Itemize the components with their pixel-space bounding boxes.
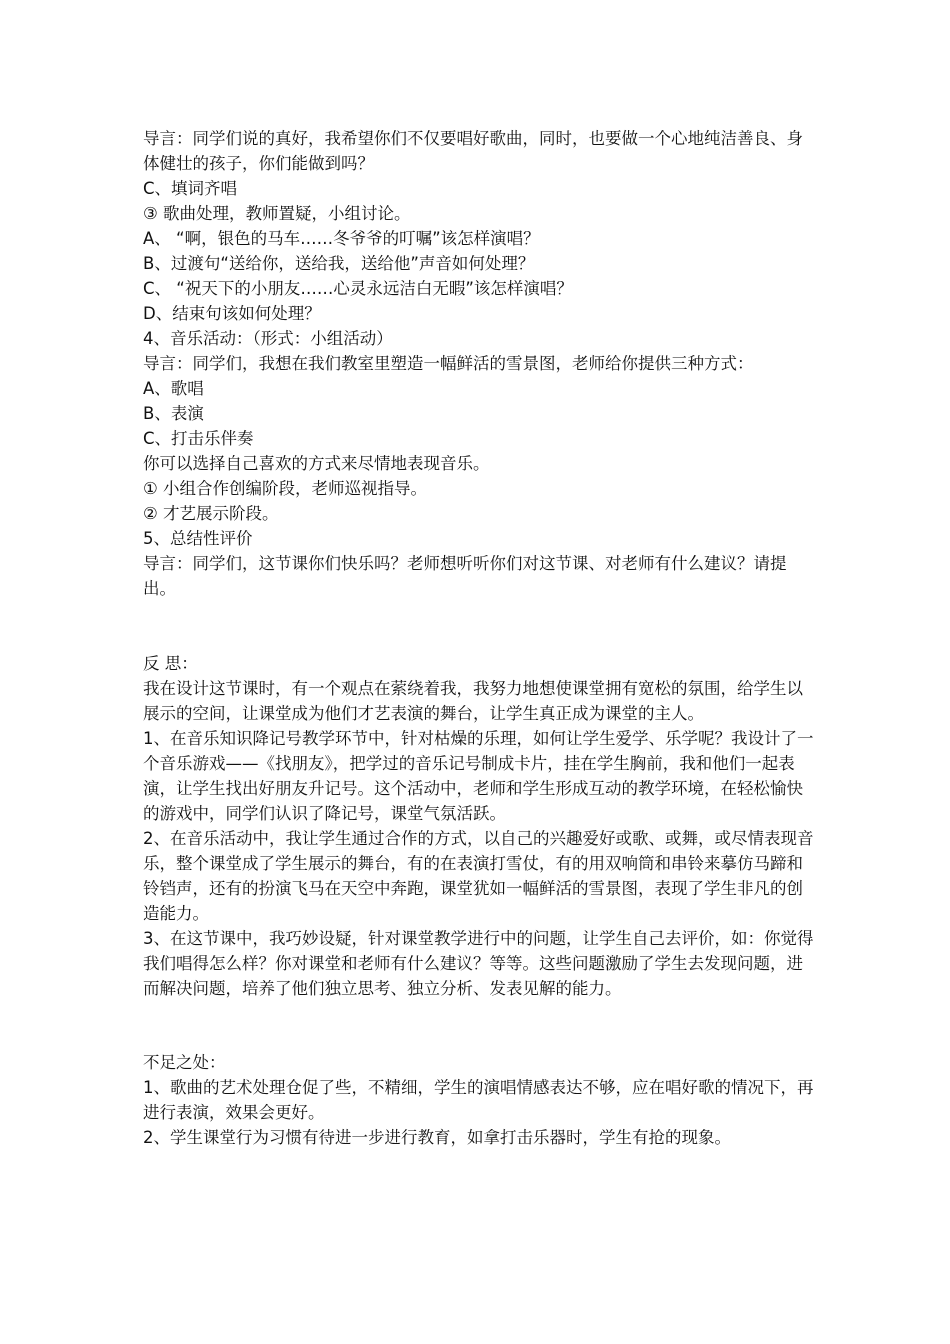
list-item: ② 才艺展示阶段。	[143, 504, 279, 523]
reflection-paragraph: 2、在音乐活动中，我让学生通过合作的方式，以自己的兴趣爱好或歌、或舞，或尽情表现音乐，整个课堂成了学生展示的舞台，有的在表演打雪仗，有的用双响筒和串铃来摹仿马蹄和铃铛声，还有的扮演飞马在天空中奔跑，课堂犹如一幅鲜活的雪景图，表现了学生非凡的创造能力。	[143, 829, 814, 923]
list-item: A、 “啊，银色的马车……冬爷爷的叮嘱”该怎样演唱？	[143, 229, 540, 248]
section-heading: 5、总结性评价	[143, 529, 253, 548]
list-item: C、填词齐唱	[143, 179, 238, 198]
list-item: B、表演	[143, 404, 204, 423]
list-item: ① 小组合作创编阶段，老师巡视指导。	[143, 479, 428, 498]
list-item: A、歌唱	[143, 379, 204, 398]
intro-paragraph: 导言：同学们，这节课你们快乐吗？老师想听听你们对这节课、对老师有什么建议？请提出。	[143, 554, 787, 598]
list-item: ③ 歌曲处理，教师置疑，小组讨论。	[143, 204, 411, 223]
section-heading: 4、音乐活动：（形式：小组活动）	[143, 329, 393, 348]
intro-paragraph: 导言：同学们说的真好，我希望你们不仅要唱好歌曲，同时，也要做一个心地纯洁善良、身体健壮的孩子，你们能做到吗？	[143, 129, 803, 173]
shortcomings-paragraph: 1、歌曲的艺术处理仓促了些，不精细，学生的演唱情感表达不够，应在唱好歌的情况下，再进行表演，效果会更好。	[143, 1078, 814, 1122]
list-item: C、 “祝天下的小朋友……心灵永远洁白无暇”该怎样演唱？	[143, 279, 573, 298]
list-item: D、结束句该如何处理？	[143, 304, 321, 323]
reflection-heading: 反 思：	[143, 654, 198, 673]
shortcomings-heading: 不足之处：	[143, 1053, 226, 1072]
reflection-paragraph: 1、在音乐知识降记号教学环节中，针对枯燥的乐理，如何让学生爱学、乐学呢？我设计了一个音乐游戏——《找朋友》，把学过的音乐记号制成卡片，挂在学生胸前，我和他们一起表演，让学生找出好朋友升记号。这个活动中，老师和学生形成互动的教学环境，在轻松愉快的游戏中，同学们认识了降记号，课堂气氛活跃。	[143, 729, 814, 823]
spacer	[143, 1001, 815, 1050]
text-paragraph: 你可以选择自己喜欢的方式来尽情地表现音乐。	[143, 454, 490, 473]
reflection-paragraph: 我在设计这节课时，有一个观点在萦绕着我，我努力地想使课堂拥有宽松的氛围，给学生以展示的空间，让课堂成为他们才艺表演的舞台，让学生真正成为课堂的主人。	[143, 679, 803, 723]
list-item: B、过渡句“送给你，送给我，送给他”声音如何处理？	[143, 254, 535, 273]
document-page	[143, 126, 815, 1150]
intro-paragraph: 导言：同学们，我想在我们教室里塑造一幅鲜活的雪景图，老师给你提供三种方式：	[143, 354, 754, 373]
list-item: C、打击乐伴奏	[143, 429, 254, 448]
reflection-paragraph: 3、在这节课中，我巧妙设疑，针对课堂教学进行中的问题，让学生自己去评价，如：你觉得我们唱得怎么样？你对课堂和老师有什么建议？等等。这些问题激励了学生去发现问题，进而解决问题，培养了他们独立思考、独立分析、发表见解的能力。	[143, 929, 814, 998]
shortcomings-paragraph: 2、学生课堂行为习惯有待进一步进行教育，如拿打击乐器时，学生有抢的现象。	[143, 1128, 731, 1147]
spacer	[143, 601, 815, 651]
